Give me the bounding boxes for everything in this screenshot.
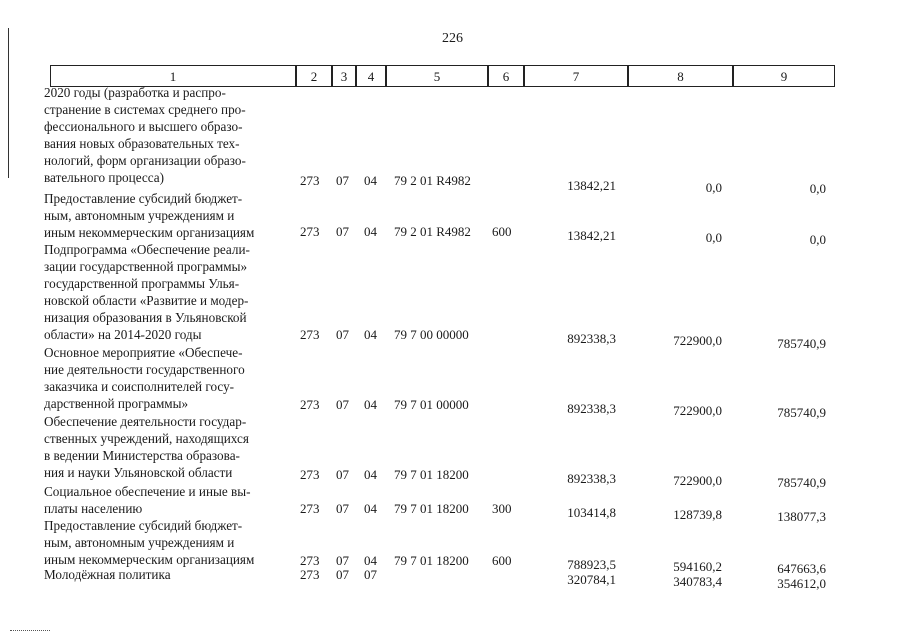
- row-description-line: Обеспечение деятельности государ-: [44, 414, 247, 429]
- amount-col-9: 354612,0: [777, 576, 826, 591]
- header-col-4: 4: [356, 65, 386, 87]
- target-article-code: 79 7 01 18200: [394, 467, 469, 482]
- row-description-line: Предоставление субсидий бюджет-: [44, 518, 243, 533]
- row-description-line: ным, автономным учреждениям и: [44, 208, 235, 223]
- admin-code: 273: [300, 467, 320, 482]
- scan-margin-line: [8, 28, 9, 178]
- row-description-line: в ведении Министерства образова-: [44, 448, 240, 463]
- subsection-code: 04: [364, 467, 377, 482]
- amount-col-9: 785740,9: [777, 336, 826, 351]
- section-code: 07: [336, 173, 349, 188]
- row-description-line: иным некоммерческим организациям: [44, 225, 255, 240]
- amount-col-9: 785740,9: [777, 475, 826, 490]
- amount-col-9: 0,0: [809, 181, 826, 196]
- row-description-line: зации государственной программы»: [44, 259, 248, 274]
- row-description-line: Предоставление субсидий бюджет-: [44, 191, 243, 206]
- target-article-code: 79 2 01 R4982: [394, 224, 471, 239]
- target-article-code: 79 7 01 00000: [394, 397, 469, 412]
- amount-col-9: 647663,6: [777, 561, 826, 576]
- row-description-line: дарственной программы»: [44, 396, 189, 411]
- amount-col-8: 0,0: [705, 180, 722, 195]
- subsection-code: 04: [364, 327, 377, 342]
- expense-type-code: 600: [492, 224, 512, 239]
- target-article-code: 79 7 00 00000: [394, 327, 469, 342]
- row-description-line: новской области «Развитие и модер-: [44, 293, 249, 308]
- row-description-line: ния и науки Ульяновской области: [44, 465, 233, 480]
- row-description-line: Социальное обеспечение и иные вы-: [44, 484, 251, 499]
- amount-col-7: 892338,3: [567, 331, 616, 346]
- row-description-line: 2020 годы (разработка и распро-: [44, 85, 226, 100]
- amount-col-8: 128739,8: [673, 507, 722, 522]
- admin-code: 273: [300, 397, 320, 412]
- subsection-code: 04: [364, 397, 377, 412]
- row-description-line: заказчика и соисполнителей госу-: [44, 379, 235, 394]
- row-description-line: фессионального и высшего образо-: [44, 119, 243, 134]
- header-col-6: 6: [488, 65, 524, 87]
- subsection-code: 04: [364, 224, 377, 239]
- row-description-line: ным, автономным учреждениям и: [44, 535, 235, 550]
- admin-code: 273: [300, 553, 320, 568]
- amount-col-8: 594160,2: [673, 559, 722, 574]
- amount-col-8: 722900,0: [673, 333, 722, 348]
- admin-code: 273: [300, 567, 320, 582]
- row-description-line: области» на 2014-2020 годы: [44, 327, 202, 342]
- section-code: 07: [336, 467, 349, 482]
- row-description-line: Основное мероприятие «Обеспече-: [44, 345, 243, 360]
- expense-type-code: 600: [492, 553, 512, 568]
- header-col-1: 1: [50, 65, 296, 87]
- header-col-2: 2: [296, 65, 332, 87]
- amount-col-7: 320784,1: [567, 572, 616, 587]
- subsection-code: 04: [364, 173, 377, 188]
- section-code: 07: [336, 501, 349, 516]
- header-col-3: 3: [332, 65, 356, 87]
- row-description-line: государственной программы Улья-: [44, 276, 240, 291]
- admin-code: 273: [300, 501, 320, 516]
- expense-type-code: 300: [492, 501, 512, 516]
- amount-col-9: 138077,3: [777, 509, 826, 524]
- section-code: 07: [336, 397, 349, 412]
- admin-code: 273: [300, 327, 320, 342]
- header-col-5: 5: [386, 65, 488, 87]
- row-description-line: вательного процесса): [44, 170, 164, 185]
- scan-artifact: [10, 630, 50, 634]
- amount-col-7: 13842,21: [567, 178, 616, 193]
- subsection-code: 07: [364, 567, 377, 582]
- section-code: 07: [336, 224, 349, 239]
- header-col-7: 7: [524, 65, 628, 87]
- amount-col-8: 340783,4: [673, 574, 722, 589]
- row-description-line: ственных учреждений, находящихся: [44, 431, 249, 446]
- target-article-code: 79 7 01 18200: [394, 501, 469, 516]
- row-description-line: Подпрограмма «Обеспечение реали-: [44, 242, 250, 257]
- amount-col-8: 0,0: [705, 230, 722, 245]
- header-col-8: 8: [628, 65, 733, 87]
- row-description-line: вания новых образовательных тех-: [44, 136, 240, 151]
- subsection-code: 04: [364, 553, 377, 568]
- row-description-line: иным некоммерческим организациям: [44, 552, 255, 567]
- amount-col-7: 788923,5: [567, 557, 616, 572]
- row-description-line: платы населению: [44, 501, 143, 516]
- section-code: 07: [336, 567, 349, 582]
- amount-col-8: 722900,0: [673, 473, 722, 488]
- amount-col-7: 892338,3: [567, 471, 616, 486]
- section-code: 07: [336, 327, 349, 342]
- amount-col-9: 785740,9: [777, 405, 826, 420]
- amount-col-7: 103414,8: [567, 505, 616, 520]
- row-description-line: ние деятельности государственного: [44, 362, 245, 377]
- header-col-9: 9: [733, 65, 835, 87]
- page-number: 226: [442, 31, 463, 46]
- section-code: 07: [336, 553, 349, 568]
- subsection-code: 04: [364, 501, 377, 516]
- row-description-line: странение в системах среднего про-: [44, 102, 246, 117]
- amount-col-9: 0,0: [809, 232, 826, 247]
- amount-col-8: 722900,0: [673, 403, 722, 418]
- amount-col-7: 892338,3: [567, 401, 616, 416]
- admin-code: 273: [300, 173, 320, 188]
- row-description-line: Молодёжная политика: [44, 567, 171, 582]
- target-article-code: 79 2 01 R4982: [394, 173, 471, 188]
- target-article-code: 79 7 01 18200: [394, 553, 469, 568]
- row-description-line: низация образования в Ульяновской: [44, 310, 247, 325]
- row-description-line: нологий, форм организации образо-: [44, 153, 246, 168]
- admin-code: 273: [300, 224, 320, 239]
- amount-col-7: 13842,21: [567, 228, 616, 243]
